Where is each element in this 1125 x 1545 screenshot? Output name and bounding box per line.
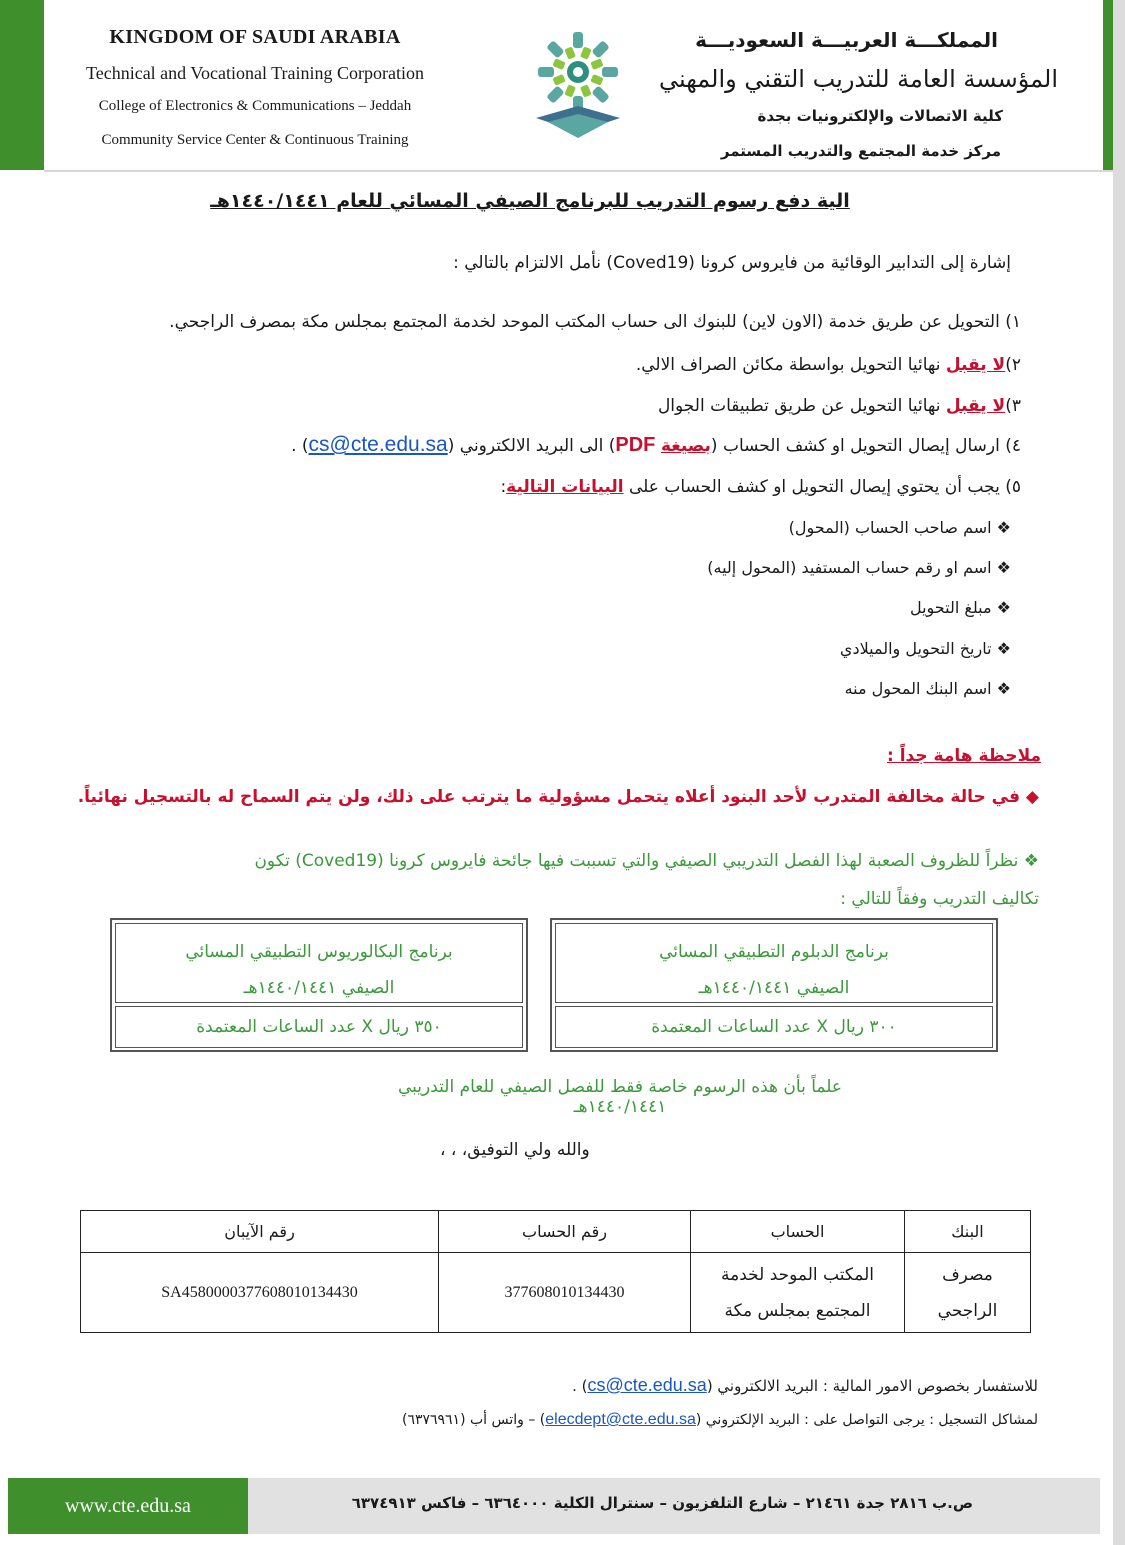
account-name-line2: المجتمع بمجلس مكة	[724, 1300, 871, 1321]
instruction-3-number: ٣)	[1005, 396, 1021, 416]
instruction-4-mid: ) الى البريد الالكتروني (	[447, 436, 616, 456]
instruction-2-text: نهائيا التحويل بواسطة مكائن الصراف الالي.	[635, 355, 946, 375]
bank-table-row	[81, 1253, 1031, 1333]
account-name-cell	[691, 1253, 905, 1333]
required-item-beneficiary: ❖ اسم او رقم حساب المستفيد (المحول إليه)	[707, 558, 1011, 577]
finance-email-link[interactable]: cs@cte.edu.sa	[587, 1375, 707, 1395]
header-account-number: رقم الحساب	[439, 1211, 691, 1253]
registration-contact	[402, 1411, 1038, 1429]
header-green-bar-left	[0, 0, 44, 170]
important-note-warning: ◆ في حالة مخالفة المتدرب لأحد البنود أعلاه يتحمل مسؤولية ما يترتب على ذلك، ولن يتم السماح له بالتسجيل نهائياً.	[77, 787, 1039, 807]
registration-contact-end: ) – واتس أب (٦٣٧٦٩٦١)	[401, 1412, 546, 1428]
header-en-college: College of Electronics & Communications – Jeddah	[98, 98, 412, 114]
tvtc-logo	[518, 20, 638, 142]
bank-name-cell	[905, 1253, 1031, 1333]
covid-fee-note-line1: ❖ نظراً للظروف الصعبة لهذا الفصل التدريبي الصيفي والتي تسببت فيها جائحة فايروس كرونا (Coved19) تكون	[254, 851, 1039, 871]
instruction-4-start: ٤) ارسال إيصال التحويل او كشف الحساب (	[710, 436, 1021, 456]
bank-table-header-row	[81, 1211, 1031, 1253]
diploma-program-term: الصيفي ١٤٤٠/١٤٤١هـ	[698, 978, 850, 998]
instruction-4-end: ) .	[291, 436, 309, 456]
header-ar-country: المملكـــة العربيـــة السعوديـــة	[695, 28, 998, 52]
instruction-4-email-link[interactable]: cs@cte.edu.sa	[308, 433, 448, 456]
bank-name-line2: الراجحي	[937, 1300, 998, 1321]
intro-text: إشارة إلى التدابير الوقائية من فايروس كرونا (Coved19) نأمل الالتزام بالتالي :	[453, 253, 1011, 273]
header-ar-center: مركز خدمة المجتمع والتدريب المستمر	[720, 142, 1001, 160]
page-edge	[1113, 0, 1125, 1545]
bachelor-program-title: برنامج البكالوريوس التطبيقي المسائي	[185, 942, 453, 962]
instruction-2	[636, 355, 1021, 375]
header-account-name: الحساب	[691, 1211, 905, 1253]
header-iban: رقم الآيبان	[81, 1211, 439, 1253]
document-title: الية دفع رسوم التدريب للبرنامج الصيفي المسائي للعام ١٤٤٠/١٤٤١هـ	[210, 190, 850, 212]
header-divider	[44, 170, 1114, 172]
fees-summer-note: علماً بأن هذه الرسوم خاصة فقط للفصل الصيفي للعام التدريبي ١٤٤٠/١٤٤١هـ	[397, 1077, 843, 1117]
instruction-3-text: نهائيا التحويل عن طريق تطبيقات الجوال	[657, 396, 946, 416]
required-item-sender-name: ❖ اسم صاحب الحساب (المحول)	[788, 518, 1011, 537]
instruction-4-format-word: بصيغة	[660, 436, 711, 456]
finance-contact-label: للاستفسار بخصوص الامور المالية : البريد الالكتروني (	[706, 1377, 1038, 1395]
bank-details-table	[80, 1210, 1031, 1333]
account-number-cell: 377608010134430	[439, 1253, 691, 1333]
bank-name-line1: مصرف	[942, 1264, 993, 1285]
diploma-program-title: برنامج الدبلوم التطبيقي المسائي	[659, 942, 889, 962]
header-green-bar-right	[1103, 0, 1113, 170]
instruction-2-warning: لا يقبل	[945, 355, 1006, 375]
registration-email-link[interactable]: elecdept@cte.edu.sa	[545, 1411, 696, 1428]
finance-contact	[572, 1375, 1038, 1396]
instruction-5-start: ٥) يجب أن يحتوي إيصال التحويل او كشف الحساب على	[623, 477, 1021, 497]
instruction-3	[658, 396, 1021, 416]
instruction-4	[291, 433, 1021, 457]
bachelor-program-term: الصيفي ١٤٤٠/١٤٤١هـ	[243, 978, 395, 998]
header-en-corporation: Technical and Vocational Training Corporation	[85, 63, 425, 83]
finance-contact-end: ) .	[572, 1377, 588, 1395]
footer-website[interactable]: www.cte.edu.sa	[8, 1478, 248, 1534]
fee-box-bachelor	[110, 918, 528, 1052]
fee-box-diploma	[550, 918, 998, 1052]
required-item-bank: ❖ اسم البنك المحول منه	[844, 679, 1011, 698]
closing-line: والله ولي التوفيق، ، ،	[440, 1140, 590, 1160]
header-bank: البنك	[905, 1211, 1031, 1253]
instruction-1: ١) التحويل عن طريق خدمة (الاون لاين) للبنوك الى حساب المكتب الموحد لخدمة المجتمع بمجلس مكة بمصرف الراجحي.	[169, 312, 1021, 332]
diploma-fee: ٣٠٠ ريال X عدد الساعات المعتمدة	[555, 1006, 993, 1048]
important-note-heading: ملاحظة هامة جداً :	[886, 746, 1041, 766]
iban-cell: SA4580000377608010134430	[81, 1253, 439, 1333]
instruction-2-number: ٢)	[1005, 355, 1021, 375]
header-en-country: KINGDOM OF SAUDI ARABIA	[109, 26, 401, 48]
instruction-5	[500, 477, 1021, 497]
instruction-5-required-data: البيانات التالية	[506, 477, 624, 497]
bachelor-fee: ٣٥٠ ريال X عدد الساعات المعتمدة	[115, 1006, 523, 1048]
registration-contact-label: لمشاكل التسجيل : يرجى التواصل على : البريد الإلكتروني (	[695, 1412, 1038, 1428]
header-ar-college: كلية الاتصالات والإلكترونيات بجدة	[757, 107, 1003, 125]
required-item-date: ❖ تاريخ التحويل والميلادي	[839, 639, 1011, 658]
header-ar-corporation: المؤسسة العامة للتدريب التقني والمهني	[658, 65, 1058, 93]
account-name-line1: المكتب الموحد لخدمة	[721, 1264, 874, 1285]
header-en-center: Community Service Center & Continuous Training	[101, 132, 409, 148]
footer-address: ص.ب ٢٨١٦ جدة ٢١٤٦١ – شارع التلفزيون – سنترال الكلية ٦٣٦٤٠٠٠ – فاكس ٦٣٧٤٩١٣	[351, 1494, 973, 1512]
instruction-5-end: :	[500, 477, 507, 497]
instruction-4-pdf: PDF	[615, 434, 661, 456]
instruction-3-warning: لا يقبل	[945, 396, 1006, 416]
required-item-amount: ❖ مبلغ التحويل	[909, 598, 1011, 617]
covid-fee-note-line2: تكاليف التدريب وفقاً للتالي :	[840, 889, 1039, 909]
